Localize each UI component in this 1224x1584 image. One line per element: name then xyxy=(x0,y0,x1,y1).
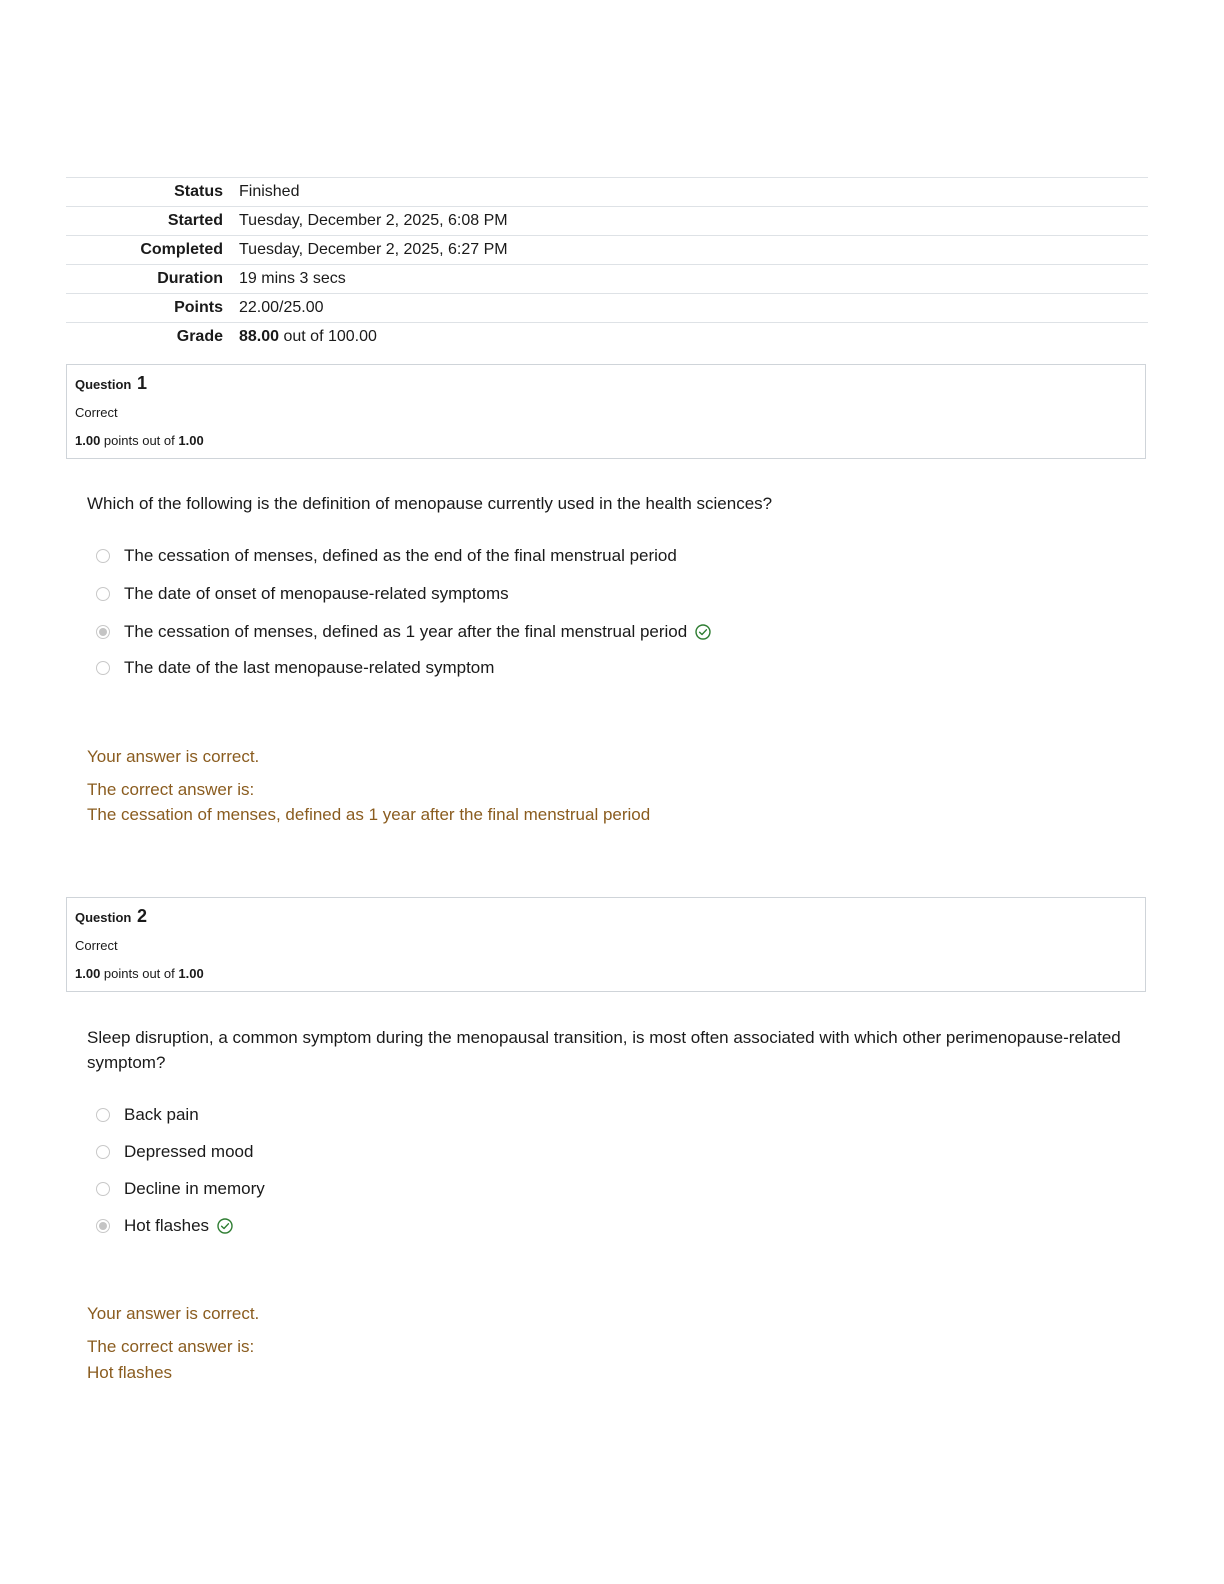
answer-option[interactable] xyxy=(96,546,677,566)
summary-value xyxy=(239,328,377,346)
attempt-summary-table xyxy=(66,177,1148,351)
question-grade xyxy=(75,433,204,448)
answer-label: Depressed mood xyxy=(124,1142,254,1161)
answer-option[interactable] xyxy=(96,1142,253,1162)
summary-row-duration xyxy=(66,264,1148,293)
radio-button[interactable] xyxy=(96,549,110,563)
answer-label: The date of onset of menopause-related symptoms xyxy=(124,584,509,603)
question-number-value: 1 xyxy=(136,373,147,393)
question-text: Which of the following is the definition of menopause currently used in the health sciences? xyxy=(87,494,773,513)
question-info-box xyxy=(66,364,1146,459)
answer-option[interactable] xyxy=(96,658,494,678)
question-number xyxy=(75,906,147,927)
radio-button-selected[interactable] xyxy=(96,1219,110,1233)
summary-row-points xyxy=(66,293,1148,322)
mark-score: 1.00 xyxy=(75,966,101,981)
answer-option[interactable] xyxy=(96,622,711,642)
grade-score: 88.00 xyxy=(239,328,280,345)
question-text: Sleep disruption, a common symptom during the menopausal transition, is most often associated with which other perimenopause-related symptom? xyxy=(87,1028,1121,1072)
check-circle-icon xyxy=(695,624,711,640)
summary-row-grade xyxy=(66,322,1148,351)
mark-score: 1.00 xyxy=(75,433,101,448)
answer-label: The cessation of menses, defined as the end of the final menstrual period xyxy=(124,546,677,565)
answer-label: The date of the last menopause-related symptom xyxy=(124,658,495,677)
radio-button[interactable] xyxy=(96,1108,110,1122)
summary-label: Points xyxy=(174,299,223,316)
summary-label: Duration xyxy=(157,270,223,287)
answer-label: Decline in memory xyxy=(124,1179,265,1198)
radio-button[interactable] xyxy=(96,1182,110,1196)
answer-option[interactable] xyxy=(96,1179,265,1199)
answer-option[interactable] xyxy=(96,1105,199,1125)
question-state: Correct xyxy=(75,405,118,420)
question-label: Question xyxy=(75,910,132,925)
answer-label: Hot flashes xyxy=(124,1216,210,1235)
answer-option[interactable] xyxy=(96,584,509,604)
question-number-value: 2 xyxy=(136,906,147,926)
check-circle-icon xyxy=(217,1218,233,1234)
question-label: Question xyxy=(75,377,132,392)
mark-text: points out of xyxy=(100,433,179,448)
mark-max: 1.00 xyxy=(178,966,204,981)
question-info-box xyxy=(66,897,1146,992)
feedback-correct-label: The correct answer is: xyxy=(87,1337,255,1356)
radio-button[interactable] xyxy=(96,1145,110,1159)
summary-row-completed xyxy=(66,235,1148,264)
feedback-correct-answer: The cessation of menses, defined as 1 year after the final menstrual period xyxy=(87,805,651,824)
summary-row-status xyxy=(66,177,1148,206)
question-number xyxy=(75,373,147,394)
feedback-result: Your answer is correct. xyxy=(87,1304,260,1323)
summary-label: Grade xyxy=(176,328,223,345)
radio-button[interactable] xyxy=(96,587,110,601)
question-state: Correct xyxy=(75,938,118,953)
question-grade xyxy=(75,966,204,981)
feedback-correct-answer: Hot flashes xyxy=(87,1363,173,1382)
summary-value: Tuesday, December 2, 2025, 6:08 PM xyxy=(239,212,508,229)
feedback-result: Your answer is correct. xyxy=(87,747,260,766)
radio-button-selected[interactable] xyxy=(96,625,110,639)
answer-label: Back pain xyxy=(124,1105,199,1124)
radio-button[interactable] xyxy=(96,661,110,675)
answer-label: The cessation of menses, defined as 1 year after the final menstrual period xyxy=(124,622,688,641)
summary-value: Tuesday, December 2, 2025, 6:27 PM xyxy=(239,241,508,258)
mark-text: points out of xyxy=(100,966,179,981)
summary-value: 19 mins 3 secs xyxy=(239,270,346,287)
summary-label: Status xyxy=(174,183,223,200)
summary-label: Completed xyxy=(140,241,223,258)
answer-option[interactable] xyxy=(96,1216,233,1236)
summary-label: Started xyxy=(167,212,223,229)
feedback-correct-label: The correct answer is: xyxy=(87,780,255,799)
summary-value: 22.00/25.00 xyxy=(239,299,324,316)
grade-out-of: out of 100.00 xyxy=(279,328,377,345)
mark-max: 1.00 xyxy=(178,433,204,448)
summary-row-started xyxy=(66,206,1148,235)
summary-value: Finished xyxy=(239,183,300,200)
